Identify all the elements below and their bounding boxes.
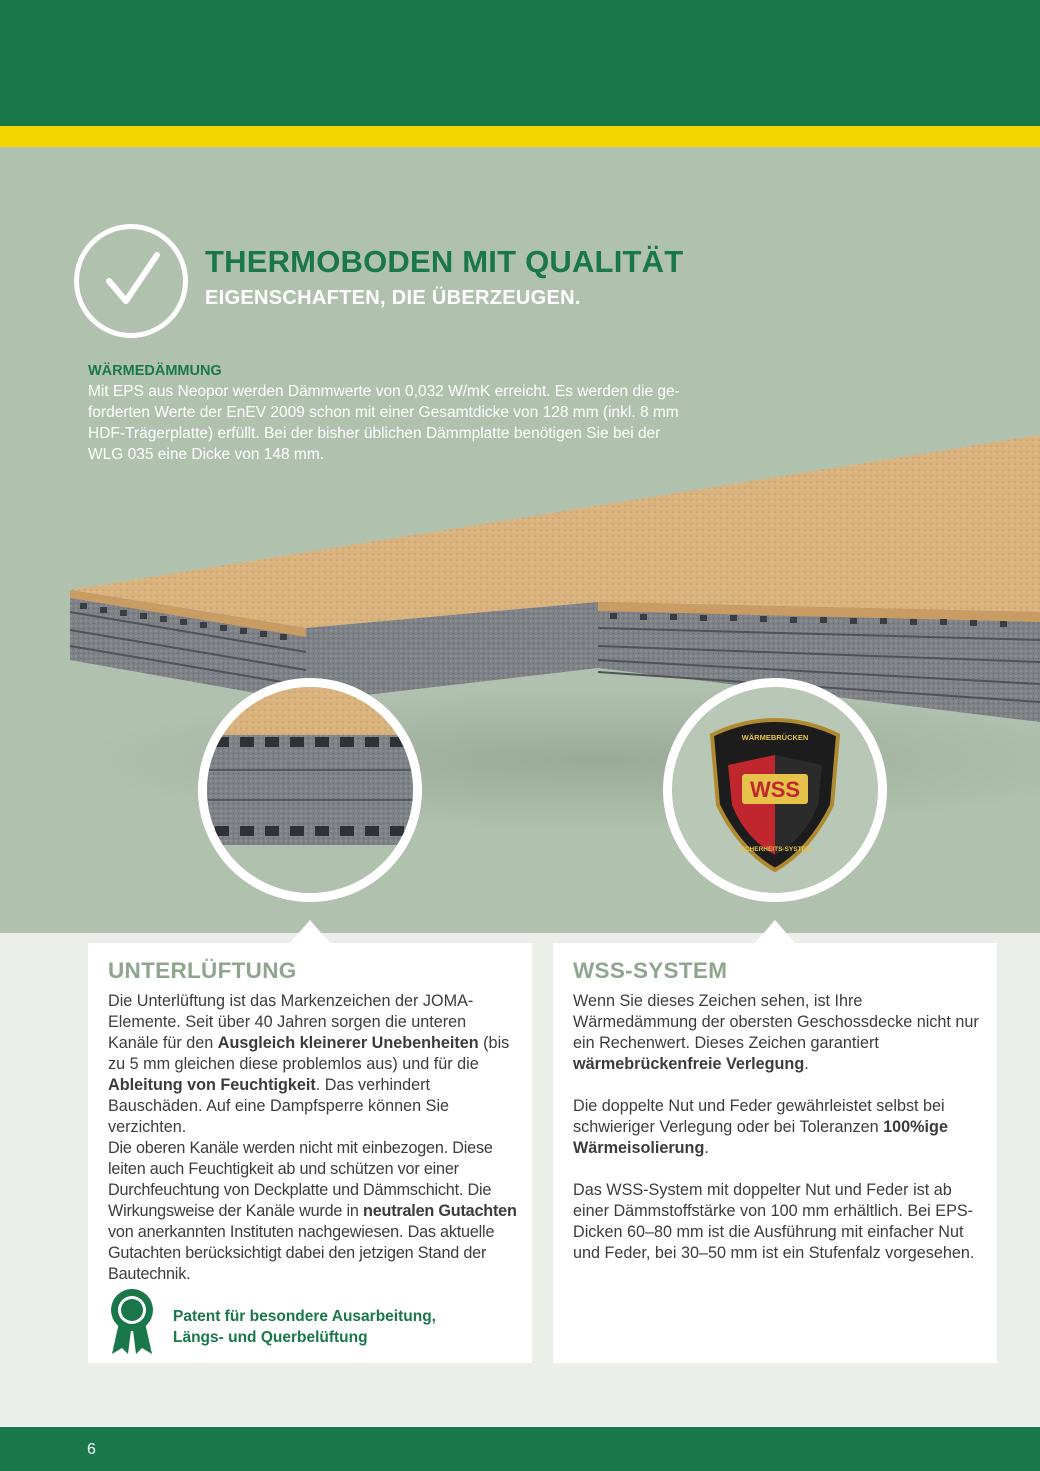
check-circle-icon xyxy=(74,224,188,338)
wss-heading: WSS-SYSTEM xyxy=(573,958,728,983)
page-number: 6 xyxy=(87,1441,96,1458)
card-notch-left xyxy=(290,920,330,943)
footer-bar xyxy=(0,1427,1040,1471)
waermedaemmung-text: Mit EPS aus Neopor werden Dämmwerte von 0,032 W/mK erreicht. Es werden die ge- forderten Werte der EnEV 2009 schon mit einer Gesamtdicke von 128 mm (inkl. 8 mm HDF-Trägerplatte) erfüllt. Bei der bisher üblichen Dämmplatte benötigen Sie bei der WLG 035 eine Dicke von 148 mm. xyxy=(88,383,680,463)
wss-system-card xyxy=(553,943,997,1363)
unterlueftung-heading: UNTERLÜFTUNG xyxy=(108,958,297,983)
wss-seal-text: WSS xyxy=(749,777,801,802)
card-notch-right xyxy=(755,920,795,943)
page-subtitle: EIGENSCHAFTEN, DIE ÜBERZEUGEN. xyxy=(205,287,581,309)
unterlueftung-card: UNTERLÜFTUNG Die Unterlüftung ist das Markenzeichen der JOMA-Elemente. Seit über 40 Jahren sorgen die unteren Kanäle für den Ausgleich kleinerer Unebenheiten (bis zu 5 mm gleichen diese problemlos aus) und für die Ableitung von Feuchtigkeit. Das verhindert Bauschäden. Auf eine Dampfsperre können Sie verzichten. Die oberen Kanäle werden nicht mit einbezogen. Diese leiten auch Feuchtigkeit ab und schützen vor einer Durchfeuchtung von Deckplatte und Dämmschicht. Die Wirkungsweise der Kanäle wurde in neutralen Gutachten von anerkannten Instituten nachgewiesen. Das aktuelle Gutachten berücksichtigt dabei den jetzigen Stand der Bautechnik. Patent für besondere Ausarbeitung, Längs- und Querbelüftung xyxy=(88,943,532,1363)
wss-body: Wenn Sie dieses Zeichen sehen, ist Ihre Wärmedämmung der obersten Geschossdecke nicht nur ein Rechenwert. Dieses Zeichen garantiert wärmebrückenfreie Verlegung. Die doppelte Nut und Feder gewährleistet selbst bei schwieriger Verlegung oder bei Toleranzen 100%ige Wärmeisolierung. Das WSS-System mit doppelter Nut und Feder ist ab einer Dämmstoffstärke von 100 mm erhältlich. Bei EPS-Dicken 60–80 mm ist die Ausführung mit einfacher Nut und Feder, bei 30–50 mm ist ein Stufenfalz vorgesehen. xyxy=(573,992,979,1262)
accent-stripe xyxy=(0,126,1040,147)
closeup-detail-image xyxy=(198,678,422,905)
unterlueftung-body: Die Unterlüftung ist das Markenzeichen der JOMA-Elemente. Seit über 40 Jahren sorgen die unteren Kanäle für den Ausgleich kleinerer Unebenheiten (bis zu 5 mm gleichen diese problemlos aus) und für die Ableitung von Feuchtigkeit. Das verhindert Bauschäden. Auf eine Dampfsperre können Sie verzichten. Die oberen Kanäle werden nicht mit einbezogen. Diese leiten auch Feuchtigkeit ab und schützen vor einer Durchfeuchtung von Deckplatte und Dämmschicht. Die Wirkungsweise der Kanäle wurde in neutralen Gutachten von anerkannten Instituten nachgewiesen. Das aktuelle Gutachten berücksichtigt dabei den jetzigen Stand der Bautechnik. xyxy=(108,992,517,1283)
page-title: THERMOBODEN MIT QUALITÄT xyxy=(205,244,684,279)
award-rosette-icon xyxy=(108,1288,156,1356)
wss-seal-arc-side: SICHERHEITS-SYSTEM xyxy=(738,846,812,853)
wss-seal-arc-top: WÄRMEBRÜCKEN xyxy=(741,733,809,742)
header-bar xyxy=(0,0,1040,126)
waermedaemmung-heading: WÄRMEDÄMMUNG xyxy=(88,363,222,379)
